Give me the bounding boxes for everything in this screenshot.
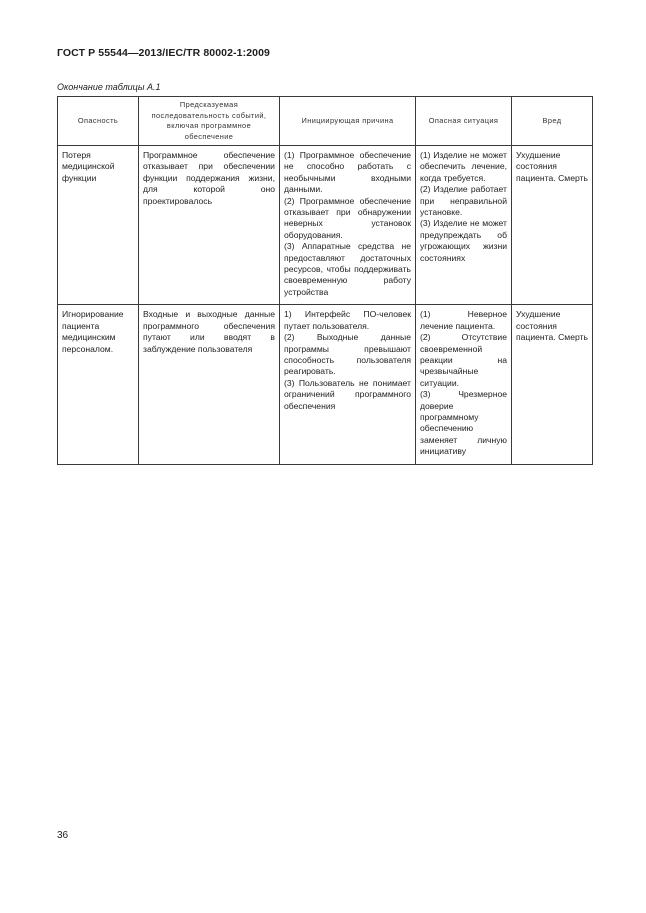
cell-text-line: (3) Изделие не может предупреждать об угрожающих жизни состояниях (420, 218, 507, 263)
cell-text-line: Ухудшение состояния пациента. Смерть (516, 150, 588, 183)
cell-sequence (139, 146, 280, 305)
column-header-sequence: Предсказуемая последовательность событий, включая программное обеспечение (139, 97, 280, 146)
cell-text-line: (1) Программное обеспечение не способно работать с необычными входными данными. (284, 150, 411, 195)
cell-text-line: Потеря медицинской функции (62, 150, 115, 183)
cell-situation (416, 146, 512, 305)
page-number: 36 (57, 830, 69, 841)
cell-text-line: Входные и выходные данные программного обеспечения путают или вводят в заблуждение пользователя (143, 309, 275, 354)
cell-text-line: (2) Выходные данные программы превышают способность пользователя реагировать. (284, 332, 411, 377)
cell-text-line: Игнорирование пациента медицинским персоналом. (62, 309, 124, 354)
cell-text-line: (2) Отсутствие своевременной реакции на чрезвычайные ситуации. (420, 332, 507, 388)
document-header: ГОСТ Р 55544—2013/IEC/TR 80002-1:2009 (57, 47, 270, 59)
column-header-cause: Инициирующая причина (280, 97, 416, 146)
cell-text-line: (2) Программное обеспечение отказывает при обнаружении неверных установок оборудования. (284, 195, 411, 240)
cell-harm (512, 146, 593, 305)
column-header-situation: Опасная ситуация (416, 97, 512, 146)
hazard-table (57, 96, 593, 465)
table-body (58, 146, 593, 465)
table-row (58, 305, 593, 464)
cell-situation (416, 305, 512, 464)
cell-text-line: (3) Аппаратные средства не предоставляют достаточных ресурсов, чтобы поддерживать своевременную работу устройства (284, 241, 411, 297)
cell-harm (512, 305, 593, 464)
cell-text-line: (2) Изделие работает при неправильной установке. (420, 184, 507, 218)
table-header-row (58, 97, 593, 146)
column-header-harm: Вред (512, 97, 593, 146)
table-caption: Окончание таблицы А.1 (57, 82, 161, 92)
cell-text-line: (3) Чрезмерное доверие программному обеспечению заменяет личную инициативу (420, 389, 507, 457)
column-header-hazard: Опасность (58, 97, 139, 146)
cell-cause (280, 305, 416, 464)
cell-cause (280, 146, 416, 305)
cell-sequence (139, 305, 280, 464)
cell-text-line: (1) Изделие не может обеспечить лечение, когда требуется. (420, 150, 507, 183)
table-row (58, 146, 593, 305)
cell-hazard (58, 305, 139, 464)
cell-text-line: 1) Интерфейс ПО-человек путает пользователя. (284, 309, 411, 331)
cell-text-line: Программное обеспечение отказывает при обеспечении функции поддержания жизни, для которой оно проектировалось (143, 150, 275, 206)
cell-text-line: Ухудшение состояния пациента. Смерть (516, 309, 588, 343)
cell-hazard (58, 146, 139, 305)
cell-text-line: (1) Неверное лечение пациента. (420, 309, 507, 331)
cell-text-line: (3) Пользователь не понимает ограничений программного обеспечения (284, 377, 411, 411)
